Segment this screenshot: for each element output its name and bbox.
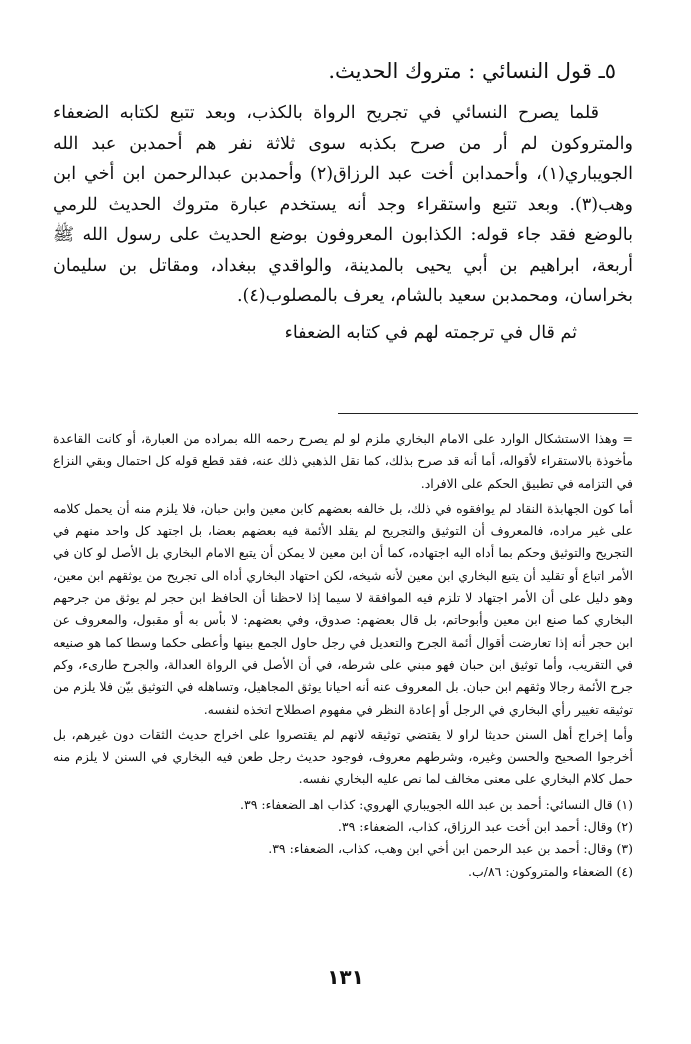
note-paragraph-3: وأما إخراج أهل السنن حديثا لراو لا يقتضي توثيقه لانهم لم يقتصروا على اخراج حديث الثقات دون غيرهم، بل أخرجوا الصحيح والحسن وغيره، وشرطهم معروف، فوجود حديث رجل طعن فيه البخاري في السنن لا يلزم منه حمل كلام البخاري على معنى مخالف لما نص عليه البخاري نفسه. xyxy=(53,726,633,787)
footnote-3: (٣) وقال: أحمد بن عبد الرحمن ابن أخي ابن وهب، كذاب، الضعفاء: ٣٩. xyxy=(268,841,633,857)
footnote-2: (٢) وقال: أحمد ابن أخت عبد الرزاق، كذاب، الضعفاء: ٣٩. xyxy=(337,819,633,835)
footnote-separator xyxy=(338,413,638,414)
body-paragraph-1: قلما يصرح النسائي في تجريح الرواة بالكذب، وبعد تتبع لكتابه الضعفاء والمتروكون لم أر من صرح بكذبه سوى ثلاثة نفر هم أحمدبن عبد الله الجويباري(١)، وأحمدابن أخت عبد الرزاق(٢) وأحمدبن عبدالرحمن ابن أخي ابن وهب(٣). وبعد تتبع واستقراء وجد أنه يستخدم عبارة متروك الحديث للرمي بالوضع فقد جاء قوله: الكذابون المعروفون بوضع الحديث على رسول الله ﷺ أربعة، ابراهيم بن أبي يحيى بالمدينة، والواقدي ببغداد، ومقاتل بن سليمان بخراسان، ومحمدبن سعيد بالشام، يعرف بالمصلوب(٤). xyxy=(53,103,633,306)
note-paragraph-2: أما كون الجهابذة النقاد لم يوافقوه في ذلك، بل خالفه بعضهم كابن معين وابن حبان، فلا يلزم منه أن يحمل كلامه على غير مراده، فالمعروف أن التوثيق والتجريح لم يقلد الأئمة فيه بعضهم بعضا، بل اجتهد كل واحد منهم في التجريح والتوثيق وحكم بما أداه اليه اجتهاده، كما أن ابن معين لا يمكن أن يتبع الامام البخاري بل الأصل لو كان في الأمر اتباع أو تقليد أن يتبع البخاري ابن معين لأنه شيخه، لكن احتهاد البخاري أداه الى تجريح من يوثقهم ابن معين، وهو دليل على أن الأمر اجتهاد لا تلزم فيه الموافقة لا سيما إذا لاحظنا أن الحافظ ابن حجر لم يوثق من جرحهم البخاري كما صنع ابن معين وأبوحاتم، بل قال بعضهم: صدوق، وفي بعضهم: لا بأس به أو مقبول، والمعروف عن ابن حجر أنه إذا تعارضت أقوال أئمة الجرح والتعديل في رجل حاول الجمع بينها وأعطى حكما وسطا كما هو صنيعه في التقريب، وأما توثيق ابن حبان فهو مبني على شرطه، في أن الأصل في الرواة العدالة، والجرح طارىء، وكم جرح الأئمة رجالا وثقهم ابن حبان. بل المعروف عنه أنه احيانا يوثق المجاهيل، وتساهله في التوثيق بيّن فلا يلزم من توثيقه تغيير رأي البخاري في الرجل أو إعادة النظر في مفهوم اصطلاح اتخذه لنفسه. xyxy=(53,500,633,717)
page-number: ١٣١ xyxy=(327,965,364,989)
footnotes-area xyxy=(53,428,633,883)
section-heading: ٥ـ قول النسائي : متروك الحديث. xyxy=(328,59,616,83)
body-paragraph-2: ثم قال في ترجمته لهم في كتابه الضعفاء xyxy=(284,322,577,343)
footnote-1: (١) قال النسائي: أحمد بن عبد الله الجويباري الهروي: كذاب اهـ الضعفاء: ٣٩. xyxy=(240,796,633,812)
note-paragraph-1: = وهذا الاستشكال الوارد على الامام البخاري ملزم لو لم يصرح رحمه الله بمراده من العبارة، أو كانت القاعدة مأخوذة بالاستقراء لأقواله، أما أنه قد صرح بذلك، كما نقل الذهبي ذلك عنه، فقد قطع قوله كل احتمال وبقي النزاع في التزامه في تطبيق الحكم على الافراد. xyxy=(53,431,633,491)
footnote-4: (٤) الضعفاء والمتروكون: ٨٦/ب. xyxy=(467,863,633,879)
footnote-list xyxy=(53,794,633,883)
main-text xyxy=(53,98,633,348)
